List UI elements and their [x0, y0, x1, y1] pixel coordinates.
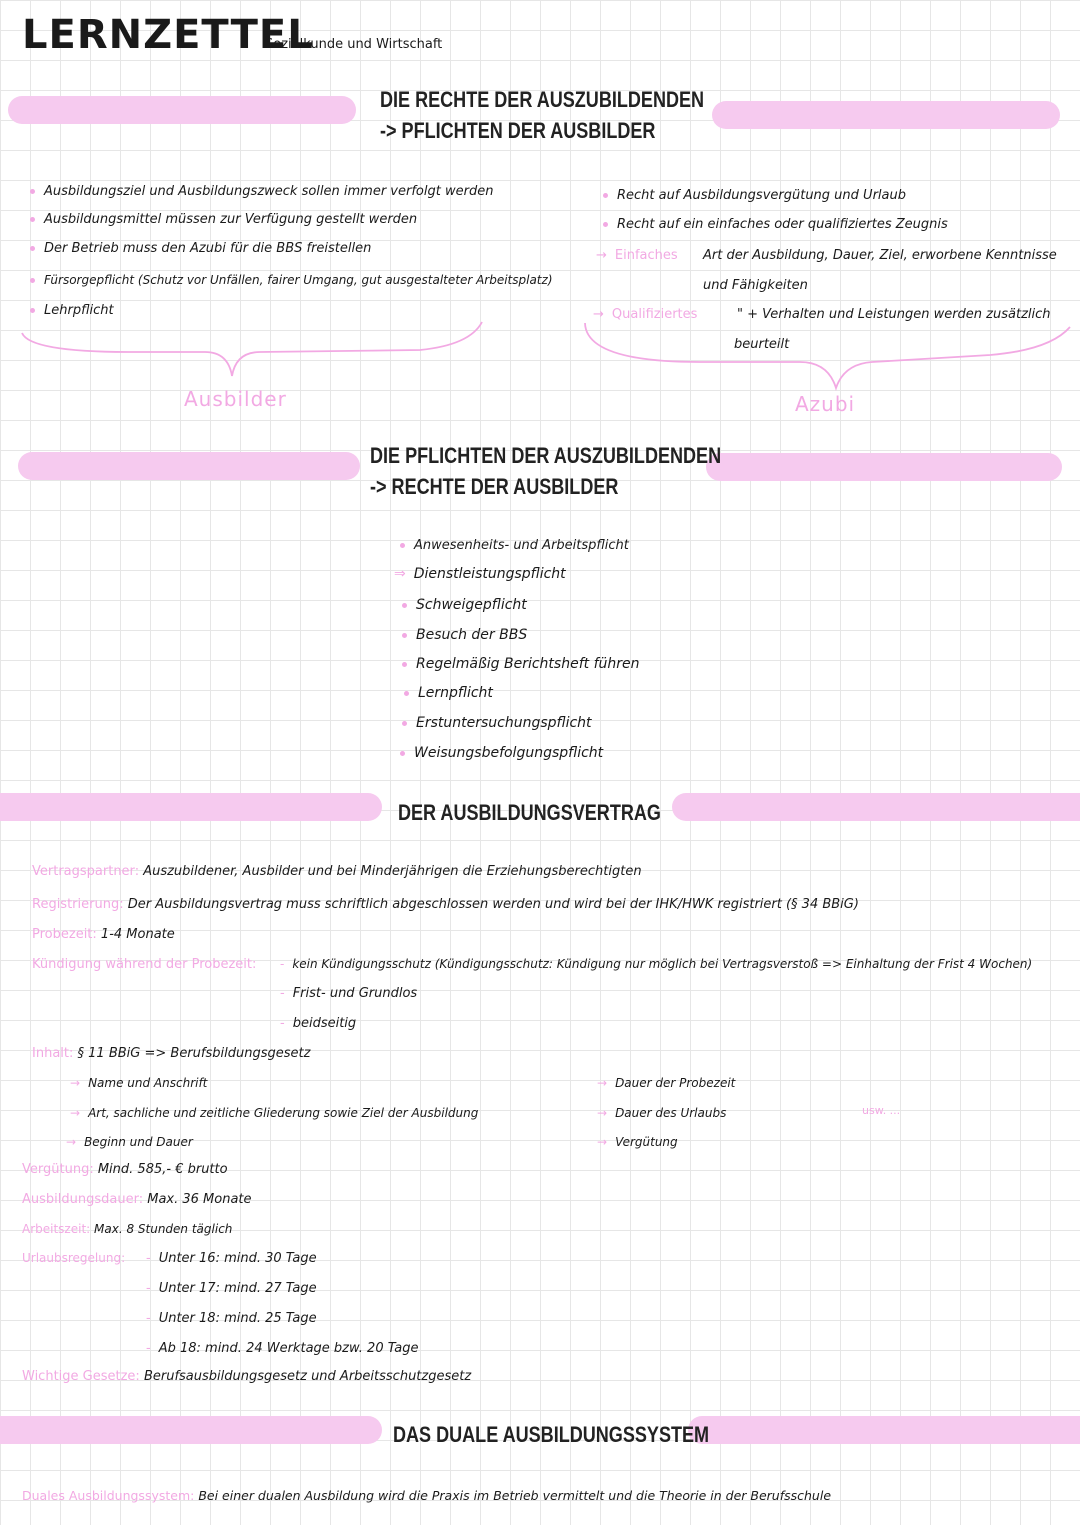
urlaub-item: - Unter 16: mind. 30 Tage	[146, 1251, 317, 1266]
brace-left	[22, 322, 482, 376]
section2-heading	[370, 440, 721, 502]
qualifiziertes-text-cont: beurteilt	[734, 337, 790, 352]
brace-right	[585, 323, 1070, 388]
arrow-icon: →	[66, 1135, 77, 1149]
brace-label-ausbilder: Ausbilder	[184, 387, 287, 411]
inhalt-row: Inhalt: § 11 BBiG => Berufsbildungsgesetz	[32, 1046, 311, 1061]
section-bar-left	[18, 452, 360, 480]
inhalt-item: → Dauer des Urlaubs	[597, 1106, 727, 1120]
section-bar-left	[0, 793, 382, 821]
list-item: Lehrpflicht	[30, 303, 114, 318]
list-item: Besuch der BBS	[402, 627, 527, 643]
list-item: ⇒ Dienstleistungspflicht	[394, 566, 566, 582]
list-item: Ausbildungsmittel müssen zur Verfügung gestellt werden	[30, 212, 417, 227]
duales-system-row: Duales Ausbildungssystem: Bei einer dualen Ausbildung wird die Praxis im Betrieb vermittelt und die Theorie in der Berufsschule	[22, 1488, 832, 1503]
list-item: Recht auf Ausbildungsvergütung und Urlaub	[603, 188, 906, 203]
list-item: Regelmäßig Berichtsheft führen	[402, 656, 639, 672]
usw-note: usw. ...	[862, 1104, 901, 1117]
list-item: Recht auf ein einfaches oder qualifiziertes Zeugnis	[603, 217, 948, 232]
registrierung-row: Registrierung: Der Ausbildungsvertrag muss schriftlich abgeschlossen werden und wird bei der IHK/HWK registriert (§ 34 BBiG)	[32, 897, 859, 912]
section-bar-right	[688, 1416, 1080, 1444]
section3-heading: DER AUSBILDUNGSVERTRAG	[398, 800, 661, 825]
page-title: LERNZETTEL	[22, 12, 314, 58]
einfaches-text: Art der Ausbildung, Dauer, Ziel, erworbene Kenntnisse	[703, 248, 1057, 263]
kuendigung-label: Kündigung während der Probezeit:	[32, 957, 257, 972]
page-subtitle: Sozialkunde und Wirtschaft	[265, 37, 443, 52]
qualifiziertes-text: " + Verhalten und Leistungen werden zusätzlich	[737, 307, 1051, 322]
list-item: Fürsorgepflicht (Schutz vor Unfällen, fairer Umgang, gut ausgestalteter Arbeitsplatz)	[30, 273, 553, 287]
inhalt-item: → Dauer der Probezeit	[597, 1076, 736, 1090]
list-item: Lernpflicht	[404, 685, 493, 701]
brace-label-azubi: Azubi	[795, 392, 856, 416]
einfaches-text-cont: und Fähigkeiten	[703, 278, 808, 293]
inhalt-item: → Vergütung	[597, 1135, 678, 1149]
bullet-icon	[402, 633, 407, 638]
bullet-icon	[402, 603, 407, 608]
verguetung-row: Vergütung: Mind. 585,- € brutto	[22, 1162, 228, 1177]
urlaub-item: - Unter 17: mind. 27 Tage	[146, 1281, 317, 1296]
list-item: Der Betrieb muss den Azubi für die BBS freistellen	[30, 241, 371, 256]
arrow-icon: →	[596, 248, 607, 263]
double-arrow-icon: ⇒	[394, 566, 406, 582]
inhalt-item: → Name und Anschrift	[70, 1076, 208, 1090]
list-item: Ausbildungsziel und Ausbildungszweck sollen immer verfolgt werden	[30, 184, 493, 199]
inhalt-item: → Beginn und Dauer	[66, 1135, 193, 1149]
section-bar-right	[706, 453, 1062, 481]
arrow-icon: →	[70, 1076, 81, 1090]
section2-heading-line1: DIE PFLICHTEN DER AUSZUBILDENDEN	[370, 443, 722, 468]
bullet-icon	[402, 721, 407, 726]
qualifiziertes-row: → Qualifiziertes	[593, 307, 698, 322]
section-bar-right	[672, 793, 1080, 821]
urlaub-label: Urlaubsregelung:	[22, 1251, 126, 1265]
section1-heading-line2: -> PFLICHTEN DER AUSBILDER	[380, 118, 656, 143]
arrow-icon: →	[597, 1135, 608, 1149]
list-item: Schweigepflicht	[402, 597, 527, 613]
probezeit-row: Probezeit: 1-4 Monate	[32, 927, 175, 942]
urlaub-item: - Ab 18: mind. 24 Werktage bzw. 20 Tage	[146, 1341, 419, 1356]
kuendigung-item: - beidseitig	[280, 1016, 357, 1031]
bullet-icon	[402, 662, 407, 667]
section2-heading-line2: -> RECHTE DER AUSBILDER	[370, 474, 619, 499]
urlaub-item: - Unter 18: mind. 25 Tage	[146, 1311, 317, 1326]
kuendigung-item: - Frist- und Grundlos	[280, 986, 418, 1001]
arrow-icon: →	[70, 1106, 81, 1120]
section-bar-left	[0, 1416, 382, 1444]
vertragspartner-row: Vertragspartner: Auszubildener, Ausbilder und bei Minderjährigen die Erziehungsberechtigten	[32, 864, 642, 879]
bullet-icon	[404, 691, 409, 696]
bullet-icon	[400, 543, 405, 548]
list-item: Erstuntersuchungspflicht	[402, 715, 592, 731]
gesetze-row: Wichtige Gesetze: Berufsausbildungsgesetz und Arbeitsschutzgesetz	[22, 1369, 472, 1384]
einfaches-row: → Einfaches	[596, 248, 678, 263]
arrow-icon: →	[597, 1076, 608, 1090]
ausbildungsdauer-row: Ausbildungsdauer: Max. 36 Monate	[22, 1192, 252, 1207]
kuendigung-item: - kein Kündigungsschutz (Kündigungsschutz: Kündigung nur möglich bei Vertragsverstoß => Einhaltung der Frist 4 Wochen)	[280, 957, 1033, 971]
arrow-icon: →	[593, 307, 604, 322]
list-item: Weisungsbefolgungspflicht	[400, 745, 603, 761]
arrow-icon: →	[597, 1106, 608, 1120]
bullet-icon	[400, 751, 405, 756]
arbeitszeit-row: Arbeitszeit: Max. 8 Stunden täglich	[22, 1222, 233, 1236]
inhalt-item: → Art, sachliche und zeitliche Gliederung sowie Ziel der Ausbildung	[70, 1106, 479, 1120]
section4-heading: DAS DUALE AUSBILDUNGSSYSTEM	[393, 1422, 710, 1447]
section1-heading-line1: DIE RECHTE DER AUSZUBILDENDEN	[380, 87, 705, 112]
list-item: Anwesenheits- und Arbeitspflicht	[400, 538, 629, 553]
